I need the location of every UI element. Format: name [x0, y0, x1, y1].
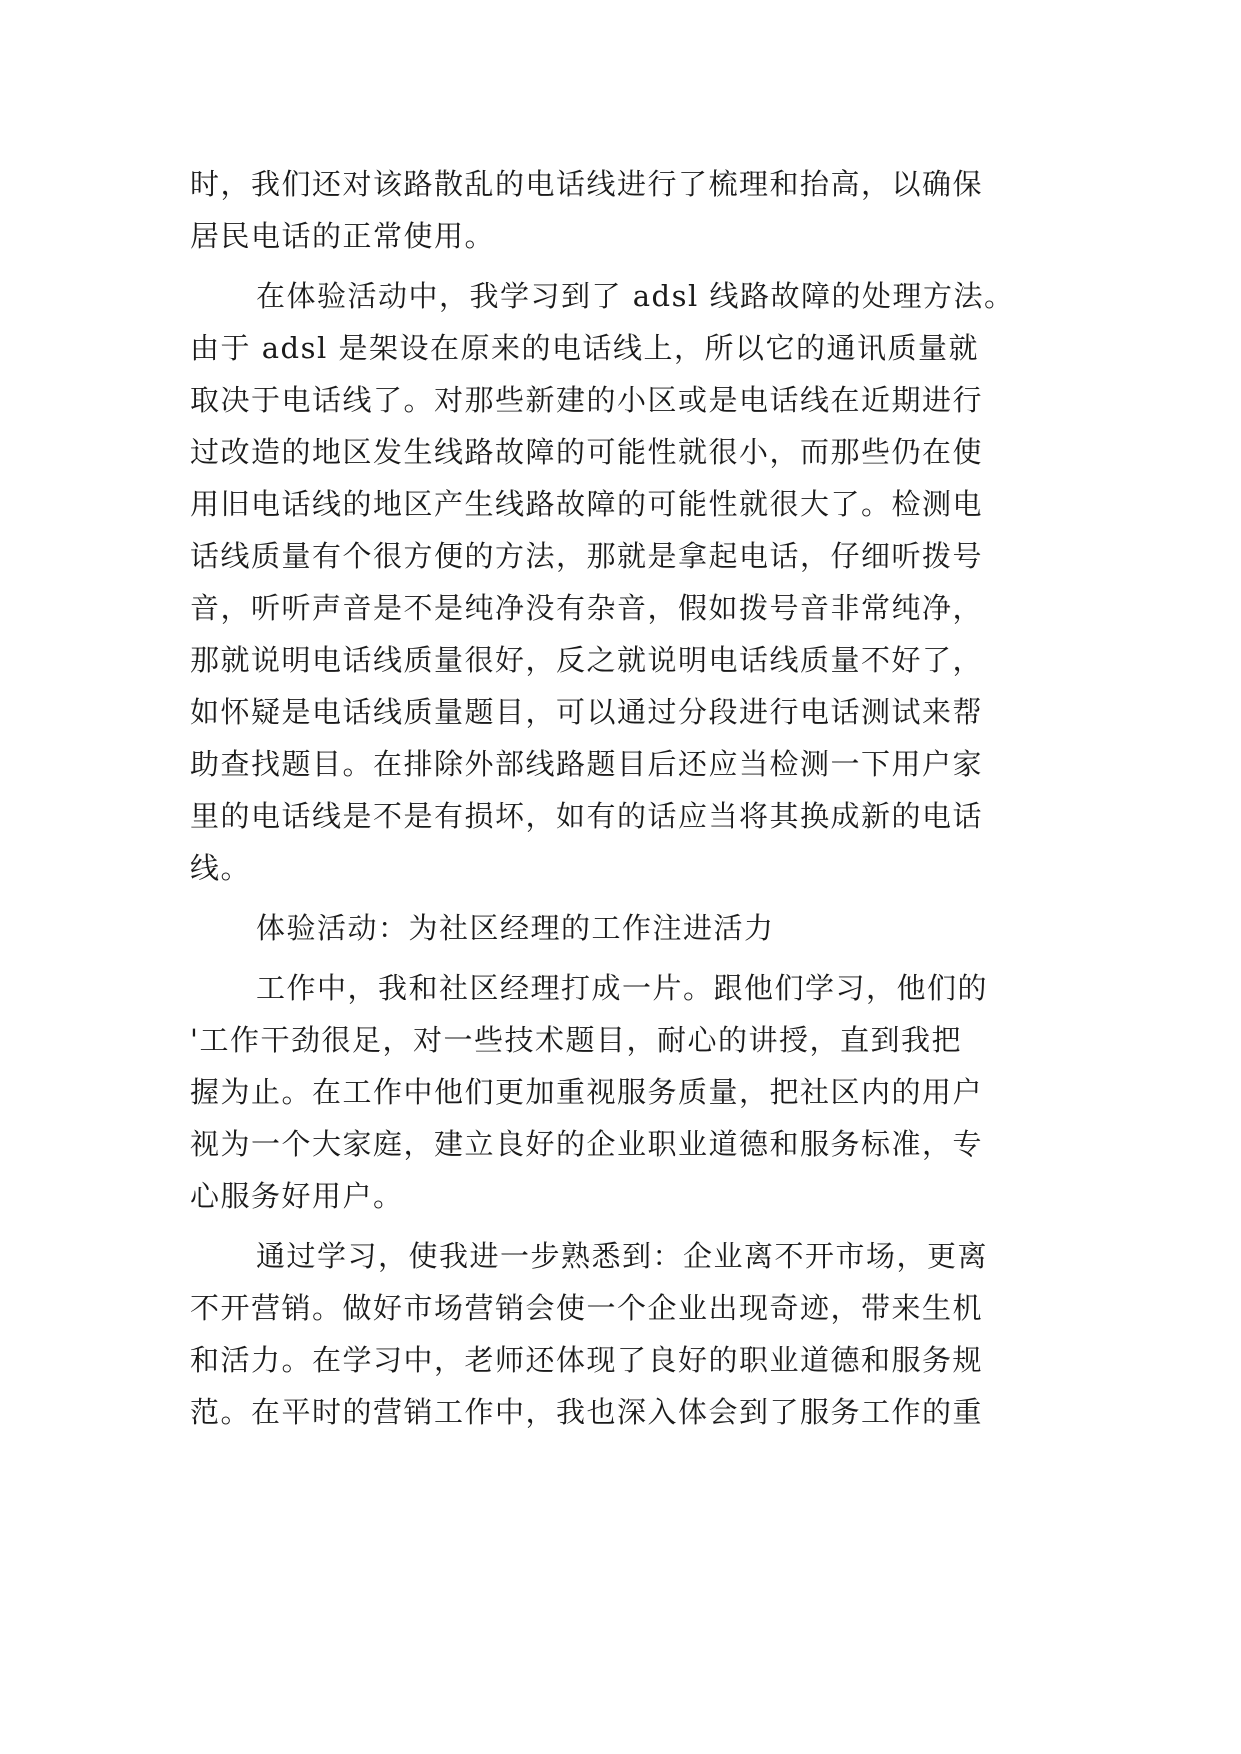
text-line: 音，听听声音是不是纯净没有杂音，假如拨号音非常纯净，: [190, 591, 984, 625]
paragraph-1: [190, 158, 1060, 262]
section-heading: 体验活动：为社区经理的工作注进活力: [256, 911, 775, 945]
text-line: 用旧电话线的地区产生线路故障的可能性就很大了。检测电: [190, 487, 984, 521]
text-line: 话线质量有个很方便的方法，那就是拿起电话，仔细听拨号: [190, 539, 984, 573]
paragraph-2: [190, 270, 1060, 894]
paragraph-5: [190, 1230, 1060, 1438]
body-text: [190, 158, 1060, 1438]
text-line: 握为止。在工作中他们更加重视服务质量，把社区内的用户: [190, 1075, 984, 1109]
text-line: 范。在平时的营销工作中，我也深入体会到了服务工作的重: [190, 1395, 984, 1429]
text-line: 通过学习，使我进一步熟悉到：企业离不开市场，更离: [256, 1239, 989, 1273]
text-line: 助查找题目。在排除外部线路题目后还应当检测一下用户家: [190, 747, 984, 781]
text-line: 不开营销。做好市场营销会使一个企业出现奇迹，带来生机: [190, 1291, 984, 1325]
text-line: 居民电话的正常使用。: [190, 219, 496, 253]
text-line: 线。: [190, 851, 252, 885]
text-line: 如怀疑是电话线质量题目，可以通过分段进行电话测试来帮: [190, 695, 984, 729]
text-line: 里的电话线是不是有损坏，如有的话应当将其换成新的电话: [190, 799, 984, 833]
text-line: 时，我们还对该路散乱的电话线进行了梳理和抬高，以确保: [190, 167, 984, 201]
text-line: 在体验活动中，我学习到了 adsl 线路故障的处理方法。: [256, 279, 1015, 313]
text-line: 那就说明电话线质量很好，反之就说明电话线质量不好了，: [190, 643, 984, 677]
paragraph-3: [190, 902, 1060, 954]
paragraph-4: [190, 962, 1060, 1222]
text-line: '工作干劲很足，对一些技术题目，耐心的讲授，直到我把: [190, 1023, 962, 1057]
text-line: 取决于电话线了。对那些新建的小区或是电话线在近期进行: [190, 383, 984, 417]
text-line: 和活力。在学习中，老师还体现了良好的职业道德和服务规: [190, 1343, 984, 1377]
text-line: 视为一个大家庭，建立良好的企业职业道德和服务标准，专: [190, 1127, 984, 1161]
text-line: 过改造的地区发生线路故障的可能性就很小，而那些仍在使: [190, 435, 984, 469]
text-line: 心服务好用户。: [190, 1179, 404, 1213]
text-line: 工作中，我和社区经理打成一片。跟他们学习，他们的: [256, 971, 989, 1005]
text-line: 由于 adsl 是架设在原来的电话线上，所以它的通讯质量就: [190, 331, 979, 365]
